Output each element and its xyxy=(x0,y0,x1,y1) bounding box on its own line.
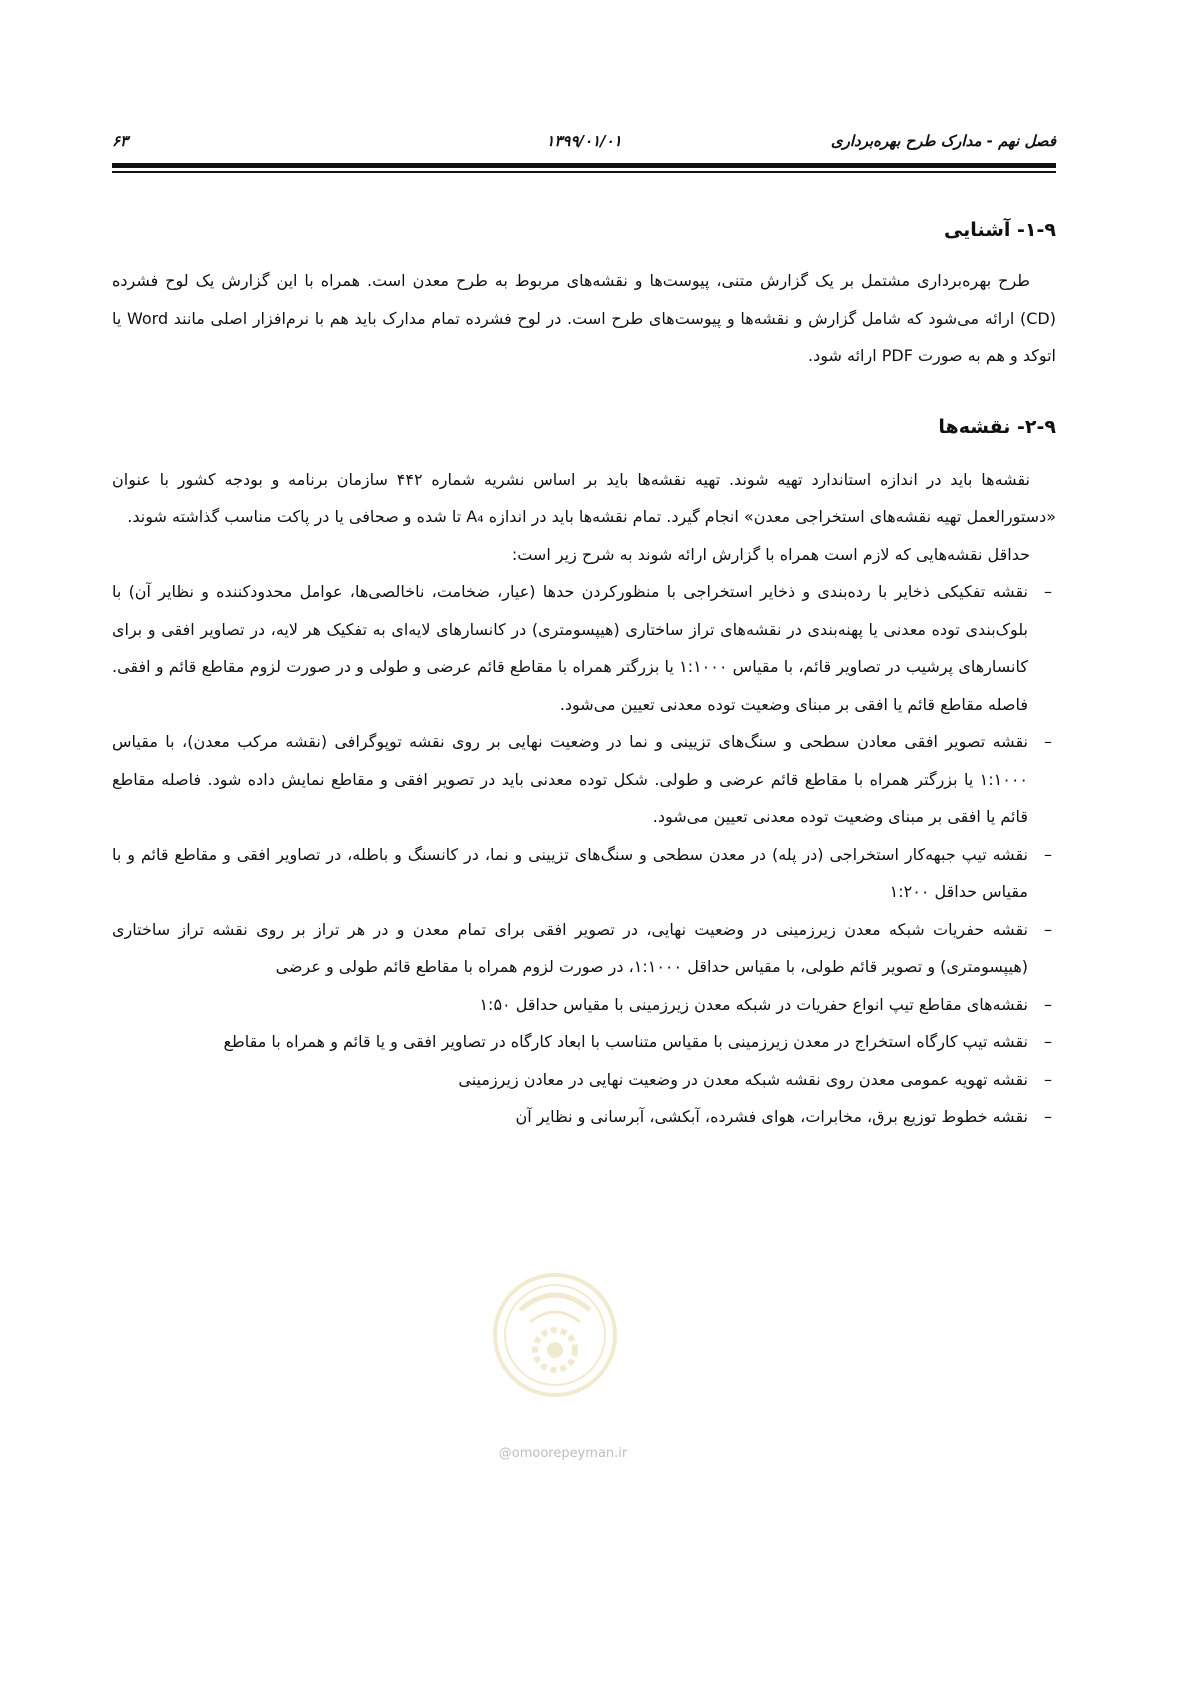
header-rule-thin xyxy=(112,171,1056,173)
header-rule-thick xyxy=(112,163,1056,168)
chapter-title: فصل نهم - مدارک طرح بهره‌برداری xyxy=(830,132,1056,150)
list-item: – نقشه تفکیکی ذخایر با رده‌بندی و ذخایر استخراجی با منظورکردن حدها (عیار، ضخامت، ناخالصی‌ها، عوامل محدودکننده و نظایر آن) با بلوک‌بندی توده معدنی یا پهنه‌بندی در نقشه‌های تراز ساختاری (هیپسومتری) در کانسارهای لایه‌ای به تفکیک هر لایه، در تصاویر افقی و برای کانسارهای پرشیب در تصاویر قائم، با مقیاس ۱:۱۰۰۰ یا بزرگتر همراه با مقاطع قائم عرضی و طولی و در صورت لزوم مقاطع قائم و افقی. فاصله مقاطع قائم یا افقی بر مبنای وضعیت توده معدنی تعیین می‌شود. xyxy=(112,573,1056,723)
header-date: ۱۳۹۹/۰۱/۰۱ xyxy=(546,132,622,150)
list-item: – نقشه‌های مقاطع تیپ انواع حفریات در شبکه معدن زیرزمینی با مقیاس حداقل ۱:۵۰ xyxy=(112,986,1056,1024)
list-item: – نقشه تیپ جبهه‌کار استخراجی (در پله) در معدن سطحی و سنگ‌های تزیینی و نما، در کانسنگ و باطله، در تصاویر افقی و مقاطع قائم و با مقیاس حداقل ۱:۲۰۰ xyxy=(112,836,1056,911)
list-item: – نقشه خطوط توزیع برق، مخابرات، هوای فشرده، آبکشی، آبرسانی و نظایر آن xyxy=(112,1098,1056,1136)
maps-list-intro: حداقل نقشه‌هایی که لازم است همراه با گزارش ارائه شوند به شرح زیر است: xyxy=(511,544,1030,564)
maps-list xyxy=(112,573,1056,1136)
page-header xyxy=(112,124,1056,154)
list-item: – نقشه تیپ کارگاه استخراج در معدن زیرزمینی با مقیاس متناسب با ابعاد کارگاه در تصاویر افقی و یا قائم و همراه با مقاطع xyxy=(112,1023,1056,1061)
watermark-logo-icon xyxy=(490,1270,620,1400)
page-body xyxy=(112,210,1056,1136)
list-item: – نقشه تصویر افقی معادن سطحی و سنگ‌های تزیینی و نما در وضعیت نهایی بر روی نقشه توپوگرافی (نقشه مرکب معدن)، با مقیاس ۱:۱۰۰۰ یا بزرگتر همراه با مقاطع قائم عرضی و طولی. شکل توده معدنی باید در تصویر افقی و مقاطع نمایش داده شود. فاصله مقاطع قائم یا افقی بر مبنای وضعیت توده معدنی تعیین می‌شود. xyxy=(112,723,1056,836)
section-heading-introduction: ۱-۹- آشنایی xyxy=(943,219,1056,241)
maps-paragraph: نقشه‌ها باید در اندازه استاندارد تهیه شوند. تهیه نقشه‌ها باید بر اساس نشریه شماره ۴۴۲ سازمان برنامه و بودجه کشور با عنوان «دستورالعمل تهیه نقشه‌های استخراجی معدن» انجام گیرد. تمام نقشه‌ها باید در اندازه A₄ تا شده و صحافی یا در پاکت مناسب گذاشته شوند. xyxy=(112,469,1056,526)
list-item: – نقشه حفریات شبکه معدن زیرزمینی در وضعیت نهایی، در تصویر افقی برای تمام معدن و در هر تراز بر روی نقشه تراز ساختاری (هیپسومتری) و تصویر قائم طولی، با مقیاس حداقل ۱:۱۰۰۰، در صورت لزوم همراه با مقاطع قائم طولی و عرضی xyxy=(112,911,1056,986)
introduction-paragraph: طرح بهره‌برداری مشتمل بر یک گزارش متنی، پیوست‌ها و نقشه‌های مربوط به طرح معدن است. همراه با این گزارش یک لوح فشرده (CD) ارائه می‌شود که شامل گزارش و نقشه‌ها و پیوست‌های طرح است. در لوح فشرده تمام مدارک باید هم با نرم‌افزار اصلی مانند Word یا اتوکد و هم به صورت PDF ارائه شود. xyxy=(112,271,1056,365)
list-item: – نقشه تهویه عمومی معدن روی نقشه شبکه معدن در وضعیت نهایی در معادن زیرزمینی xyxy=(112,1061,1056,1099)
page-number: ۶۳ xyxy=(112,132,129,150)
watermark-caption: @omoorepeyman.ir xyxy=(498,1446,628,1461)
section-heading-maps: ۲-۹- نقشه‌ها xyxy=(938,415,1056,438)
